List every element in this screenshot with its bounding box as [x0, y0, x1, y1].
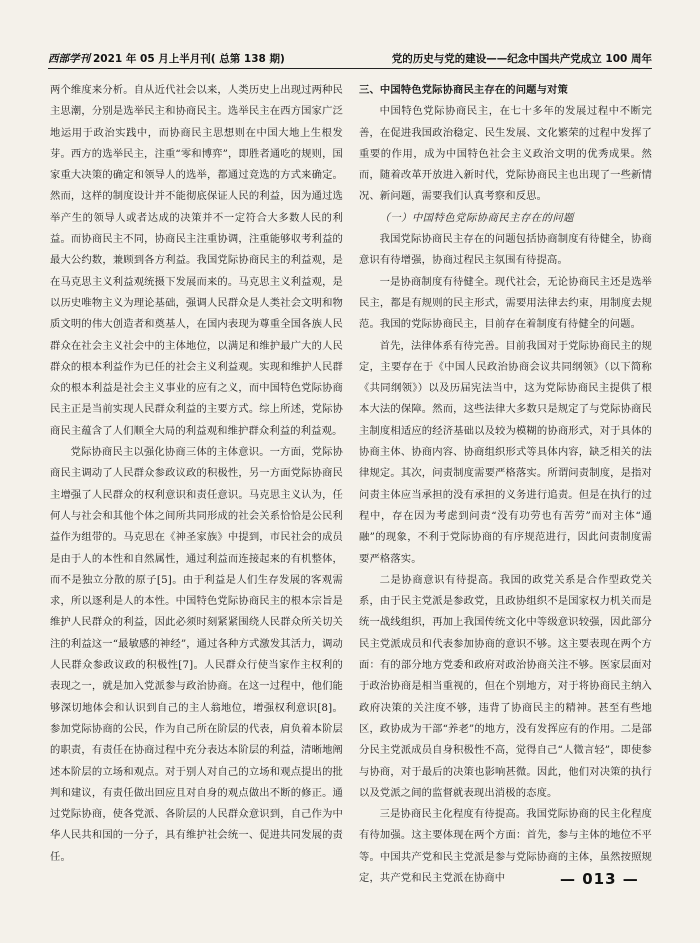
right-column: [359, 80, 652, 889]
header-rule: [48, 68, 652, 69]
page-number: — 013 —: [560, 870, 639, 888]
journal-name: 西部学刊: [48, 53, 90, 65]
paragraph: 中国特色党际协商民主，在七十多年的发展过程中不断完善，在促进我国政治稳定、民生发展、文化繁荣的过程中发挥了重要的作用，成为中国特色社会主义政治文明的优秀成果。然而，随着改革开放进入新时代，党际协商民主也出现了一些新情况、新问题，需要我们认真考察和反思。: [359, 105, 652, 203]
paragraph: 党际协商民主以强化协商三体的主体意识。一方面，党际协商民主调动了人民群众参政议政的积极性，另一方面党际协商民主增强了人民群众的权利意识和责任意识。马克思主义认为，任何人与社会和其他个体之间所共同形成的社会关系恰恰是公民利益作为组带的。马克思在《神圣家族》中提到，市民社会的成员是由于人的本性和自然属性，通过利益而连接起来的有机整体，而不是独立分散的原子[5]。由于利益是人们生存发展的客观需求，所以逐利是人的本性。中国特色党际协商民主的根本宗旨是维护人民群众的利益，因此必须时刻紧紧围绕人民群众所关切关注的利益这一“最敏感的神经”，通过各种方式激发其活力，调动人民群众参政议政的积极性[7]。人民群众行使当家作主权利的表现之一，就是加入党派参与政治协商。在这一过程中，他们能够深切地体会和认识到自己的主人翁地位，增强权利意识[8]。参加党际协商的公民，作为自己所在阶层的代表，肩负着本阶层的职责，有责任在协商过程中充分表达本阶层的利益，清晰地阐述本阶层的立场和观点。对于别人对自己的立场和观点提出的批判和建议，有责任做出回应且对自身的观点做出不断的修正。通过党际协商，使各党派、各阶层的人民群众意识到，自己作为中华人民共和国的一分子，具有维护社会统一、促进共同发展的责任。: [50, 446, 343, 863]
running-header: [48, 46, 652, 66]
paragraph: 我国党际协商民主存在的问题包括协商制度有待健全，协商意识有待增强，协商过程民主氛围有待提高。: [359, 233, 652, 267]
paragraph: 一是协商制度有待健全。现代社会，无论协商民主还是选举民主，都是有规则的民主形式，需要用法律去约束，用制度去规范。我国的党际协商民主，目前存在着制度有待健全的问题。: [359, 275, 652, 331]
subsection-heading: （一）中国特色党际协商民主存在的问题: [379, 211, 574, 224]
left-column: [50, 80, 343, 868]
journal-issue: 2021 年 05 月上半月刊( 总第 138 期): [93, 53, 285, 65]
paragraph: 三是协商民主化程度有待提高。我国党际协商的民主化程度有待加强。这主要体现在两个方面：首先，参与主体的地位不平等。中国共产党和民主党派是参与党际协商的主体，虽然按照规定，共产党和民主党派在协商中: [359, 808, 652, 884]
paragraph: 两个维度来分析。自从近代社会以来，人类历史上出现过两种民主思潮，分别是选举民主和协商民主。选举民主在西方国家广泛地运用于政治实践中，而协商民主思想则在中国大地上生根发芽。西方的选举民主，注重“零和博弈”，即胜者通吃的规则，国家重大决策的确定和领导人的选举，都通过竞选的方式来确定。然而，这样的制度设计并不能彻底保证人民的利益，因为通过选举产生的领导人或者达成的决策并不一定符合大多数人民的利益。而协商民主不同，协商民主注重协调，注重能够収考利益的最大公约数，兼顾到各方利益。我国党际协商民主的利益观，是在马克思主义利益观统摄下发展而来的。马克思主义利益观，是以历史唯物主义为理论基础，强调人民群众是人类社会文明和物质文明的伟大创造者和奠基人，在国内表现为尊重全国各族人民群众在社会主义社会中的主体地位，以满足和维护最广大的人民群众的根本利益作为已任的社会主义利益观。实现和维护人民群众的根本利益是社会主义事业的应有之义，而中国特色党际协商民主正是当前实现人民群众利益的主要方式。综上所述，党际协商民主蕴含了人们顺全大局的利益观和维护群众利益的利益观。: [50, 84, 343, 437]
column-title: 党的历史与党的建设——纪念中国共产党成立 100 周年: [391, 53, 652, 65]
paragraph: 二是协商意识有待提高。我国的政党关系是合作型政党关系，由于民主党派是参政党，且政协组织不是国家权力机关而是统一战线组织，再加上我国传统文化中等级意识较强，因此部分民主党派成员和代表参加协商的意识不够。这主要表现在两个方面：有的部分地方党委和政府对政治协商关注不够。医家层面对于政治协商是相当重视的，但在个别地方，对于将协商民主纳入政府决策的关注度不够，违背了协商民主的精神。甚至有些地区，政协成为干部“养老”的地方，没有发挥应有的作用。二是部分民主党派成员自身积极性不高，觉得自己“人微言轻”，即使参与协商，对于最后的决策也影响甚微。因此，他们对决策的执行以及党派之间的监督就表现出消极的态度。: [359, 573, 652, 799]
journal-info: [48, 51, 285, 66]
section-heading: 三、中国特色党际协商民主存在的问题与对策: [359, 84, 568, 96]
paragraph: 首先，法律体系有待完善。目前我国对于党际协商民主的规定，主要存在于《中国人民政治协商会议共同纲领》（以下简称《共同纲领》）以及历届宪法当中，这为党际协商民主提供了根本大法的保障。然而，这些法律大多数只是规定了与党际协商民主制度相适应的经济基础以及较为模糊的协商形式，对于具体的协商主体、协商内容、协商组织形式等具体内容，缺乏相关的法律规定。其次，问责制度需要严格落实。所谓问责制度，是指对问责主体应当承担的没有承担的义务进行追责。但是在执行的过程中，存在因为考虑到问责“没有功劳也有苦劳”而对主体“通融”的现象，不利于党际协商的有序规范进行，因此问责制度需要严格落实。: [359, 339, 652, 565]
